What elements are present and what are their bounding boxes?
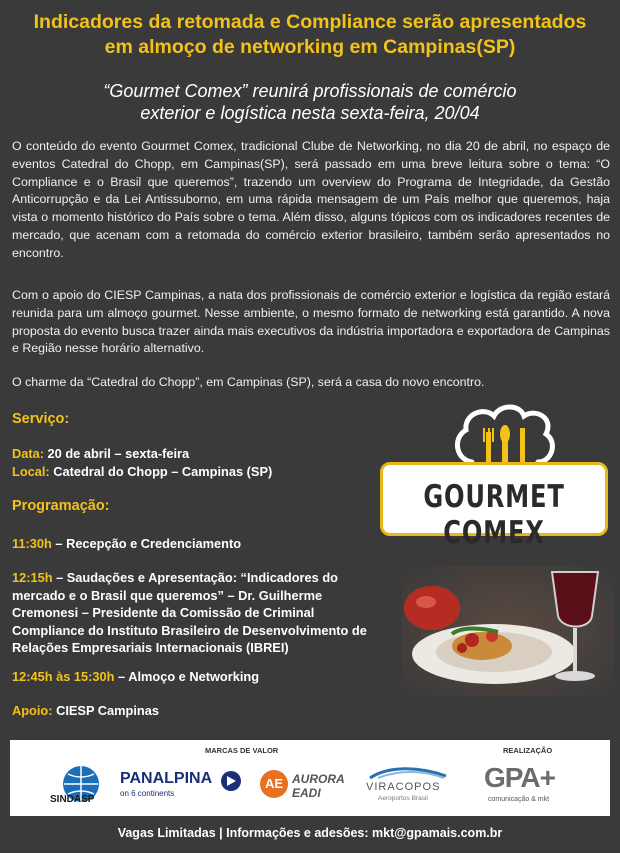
food-wine-image (402, 566, 614, 696)
eadi-text: EADI (292, 786, 321, 800)
servico-data (12, 445, 372, 463)
program-time: 12:45h às 15:30h (12, 669, 115, 684)
data-value: 20 de abril – sexta-feira (44, 446, 190, 461)
data-label: Data: (12, 446, 44, 461)
subheadline-line2: exterior e logística nesta sexta-feira, 20/04 (140, 103, 480, 123)
headline-line2: em almoço de networking em Campinas(SP) (104, 36, 516, 58)
program-item (12, 569, 372, 657)
local-value: Catedral do Chopp – Campinas (SP) (49, 464, 273, 479)
gourmet-comex-logo (380, 462, 608, 551)
apoio (12, 702, 372, 720)
local-label: Local: (12, 464, 50, 479)
sindasp-logo (48, 764, 118, 812)
program-time: 12:15h (12, 570, 53, 585)
viracopos-text: VIRACOPOS (366, 781, 441, 793)
subheadline-line1: “Gourmet Comex” reunirá profissionais de comércio (103, 81, 517, 101)
servico-local (12, 463, 372, 481)
apoio-value: CIESP Campinas (52, 703, 159, 718)
subheadline (0, 80, 620, 124)
gpa-logo (474, 762, 604, 812)
sponsors-panel (10, 740, 610, 816)
aurora-eadi-logo (260, 770, 360, 810)
viracopos-logo (362, 764, 462, 812)
programacao-heading: Programação: (12, 498, 110, 514)
program-text: – Recepção e Credenciamento (51, 536, 242, 551)
sindasp-text: SINDASP (50, 794, 95, 805)
panalpina-icon (220, 770, 242, 792)
marcas-heading: MARCAS DE VALOR (205, 746, 279, 755)
gpa-tagline: comunicação & mkt (488, 796, 550, 803)
body-paragraph-2: Com o apoio do CIESP Campinas, a nata dos profissionais de comércio exterior e logística da região estará reunida para um almoço gourmet. Nesse ambiente, o mesmo formato de networking está garantido. A nova proposta do evento busca trazer ainda mais executivos da indústria importadora e exportadora de Campinas e Região nesse horário alternativo. (12, 288, 610, 356)
viracopos-wave-icon (368, 764, 448, 780)
body-paragraph-3: O charme da “Catedral do Chopp”, em Campinas (SP), será a casa do novo encontro. (12, 375, 485, 389)
realizacao-heading: REALIZAÇÃO (503, 746, 553, 755)
panalpina-text: PANALPINA (120, 770, 213, 787)
apoio-label: Apoio: (12, 703, 53, 718)
viracopos-tagline: Aeroportos Brasil (378, 795, 428, 802)
footer-contact: Vagas Limitadas | Informações e adesões: mkt@gpamais.com.br (117, 826, 503, 840)
program-text: – Saudações e Apresentação: “Indicadores do mercado e o Brasil que queremos” – Dr. Guilherme Cremonesi – Presidente da Comissão de Criminal Compliance do Instituto Brasileiro de Desenvolvimento de Relações Empresariais Internacionais (IBREI) (12, 570, 367, 655)
program-time: 11:30h (12, 536, 52, 551)
program-item (12, 668, 372, 686)
gpa-text: GPA+ (484, 762, 555, 793)
panalpina-logo (120, 770, 245, 806)
aurora-text: AURORA (292, 772, 345, 786)
body-paragraph-1: O conteúdo do evento Gourmet Comex, tradicional Clube de Networking, no dia 20 de abril, no espaço de eventos Catedral do Chopp, em Campinas(SP), será passado em uma breve leitura sobre o tema: “O Compliance e o Brasil que queremos”, trazendo um overview do Programa de Integridade, da Gestão Anticorrupção e da Lei Antissuborno, em uma rápida mensagem de um País melhor que queremos, haja vista o momento histórico do País sobre o tema. Além disso, alguns tópicos com os indicadores recentes de mercado, que acenam com a retomada do comércio exterior brasileiro, também serão apresentados no encontro. (12, 139, 610, 260)
headline-line1: Indicadores da retomada e Compliance serão apresentados (33, 11, 587, 33)
headline (0, 10, 620, 60)
logo-text: GOURMET COMEX (423, 479, 565, 551)
panalpina-tagline: on 6 continents (120, 789, 175, 798)
servico-heading: Serviço: (12, 411, 70, 427)
program-text: – Almoço e Networking (114, 669, 260, 684)
program-item (12, 535, 372, 553)
aurora-mark: AE (260, 770, 288, 798)
